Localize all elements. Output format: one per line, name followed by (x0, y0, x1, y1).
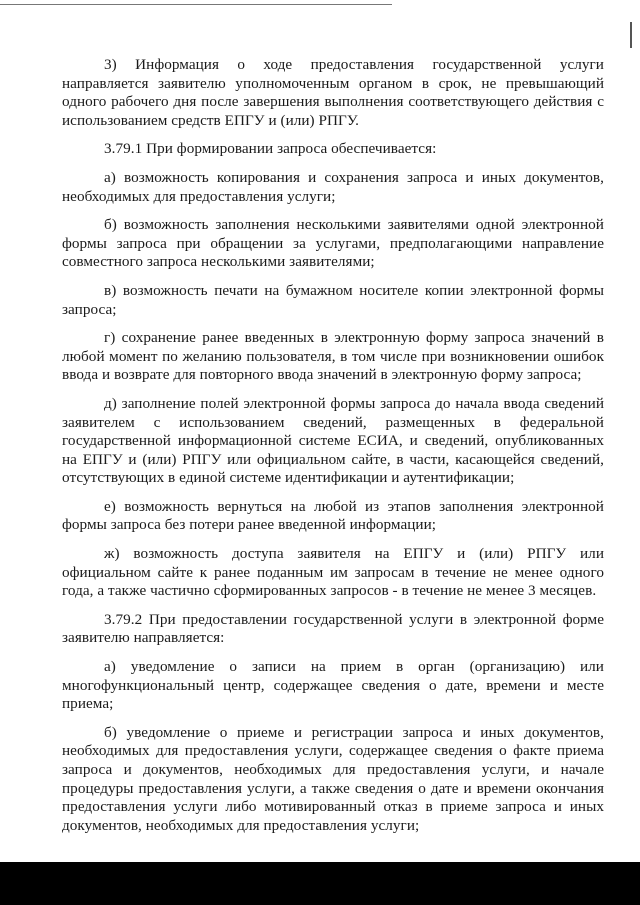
paragraph-3-79-2-heading: 3.79.2 При предоставлении государственной услуги в электронной форме заявителю направляется: (62, 610, 604, 647)
paragraph-info-delivery: 3) Информация о ходе предоставления государственной услуги направляется заявителю уполномоченным органом в срок, не превышающий одного рабочего дня после завершения выполнения соответствующего действия с использованием средств ЕПГУ и (или) РПГУ. (62, 56, 604, 129)
top-divider-line (0, 4, 392, 5)
paragraph-item-zh-access: ж) возможность доступа заявителя на ЕПГУ и (или) РПГУ или официальном сайте к ранее поданным им запросам в течение не менее одного года, а также частично сформированных запросов - в течение не менее 3 месяцев. (62, 545, 604, 600)
document-body (62, 56, 604, 845)
paragraph-item-b-registration: б) уведомление о приеме и регистрации запроса и иных документов, необходимых для предоставления услуги, содержащее сведения о факте приема запроса и документов, необходимых для предоставления услуги, и начале процедуры предоставления услуги, а также сведения о дате и времени окончания предоставления услуги либо мотивированный отказ в приеме запроса и иных документов, необходимых для предоставления услуги; (62, 723, 604, 834)
paragraph-item-v-print: в) возможность печати на бумажном носителе копии электронной формы запроса; (62, 281, 604, 318)
paragraph-item-b-joint-form: б) возможность заполнения несколькими заявителями одной электронной формы запроса при обращении за услугами, предполагающими направление совместного запроса несколькими заявителями; (62, 216, 604, 271)
scan-bottom-band (0, 862, 640, 905)
paragraph-3-79-1-heading: 3.79.1 При формировании запроса обеспечивается: (104, 140, 437, 158)
paragraph-item-e-return: е) возможность вернуться на любой из этапов заполнения электронной формы запроса без потери ранее введенной информации; (62, 497, 604, 534)
paragraph-item-g-save: г) сохранение ранее введенных в электронную форму запроса значений в любой момент по желанию пользователя, в том числе при возникновении ошибок ввода и возврате для повторного ввода значений в электронную форму запроса; (62, 329, 604, 384)
paragraph-item-a-appointment: а) уведомление о записи на прием в орган (организацию) или многофункциональный центр, содержащее сведения о дате, времени и месте приема; (62, 658, 604, 713)
paragraph-item-a-copy: а) возможность копирования и сохранения запроса и иных документов, необходимых для предоставления услуги; (62, 168, 604, 205)
scan-edge-mark (630, 22, 632, 48)
paragraph-item-d-autofill: д) заполнение полей электронной формы запроса до начала ввода сведений заявителем с использованием сведений, размещенных в федеральной государственной информационной системе ЕСИА, и сведений, опубликованных на ЕПГУ и (или) РПГУ или официальном сайте, в части, касающейся сведений, отсутствующих в единой системе идентификации и аутентификации; (62, 394, 604, 487)
